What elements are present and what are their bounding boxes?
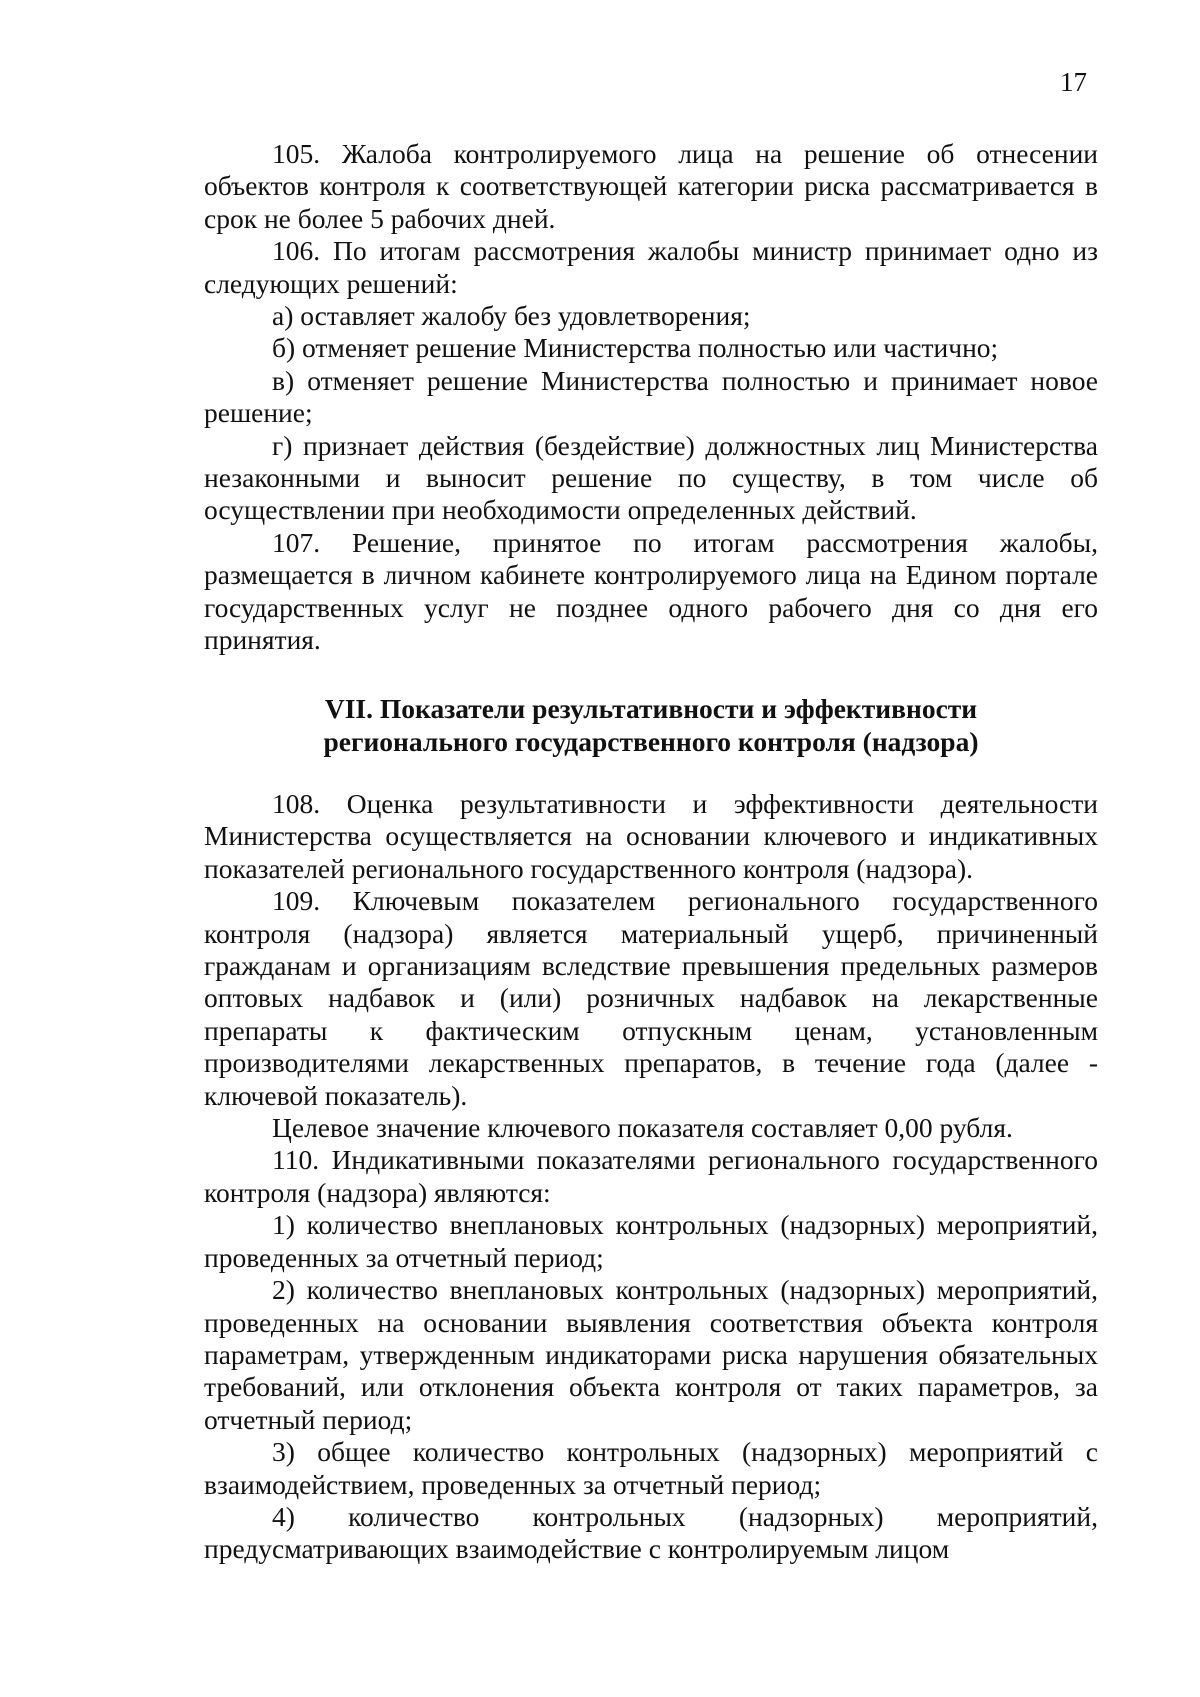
paragraph-109: 109. Ключевым показателем регионального государственного контроля (надзора) является материальный ущерб, причиненный гражданам и организациям вследствие превышения предельных размеров оптовых надбавок и (или) розничных надбавок на лекарственные препараты к фактическим отпускным ценам, установленным производителями лекарственных препаратов, в течение года (далее - ключевой показатель). bbox=[204, 885, 1098, 1111]
indicator-item-3: 3) общее количество контрольных (надзорных) мероприятий с взаимодействием, проведенных за отчетный период; bbox=[204, 1436, 1098, 1500]
section-heading-line-1: VII. Показатели результативности и эффективности bbox=[324, 693, 978, 724]
indicator-item-2: 2) количество внеплановых контрольных (надзорных) мероприятий, проведенных на основании выявления соответствия объекта контроля параметрам, утвержденным индикаторами риска нарушения обязательных требований, или отклонения объекта контроля от таких параметров, за отчетный период; bbox=[204, 1274, 1098, 1435]
indicator-item-4: 4) количество контрольных (надзорных) мероприятий, предусматривающих взаимодействие с контролируемым лицом bbox=[204, 1500, 1098, 1565]
bottom-text-block bbox=[204, 788, 1098, 1566]
paragraph-108: 108. Оценка результативности и эффективности деятельности Министерства осуществляется на основании ключевого и индикативных показателей регионального государственного контроля (надзора). bbox=[204, 788, 1098, 884]
paragraph-106: 106. По итогам рассмотрения жалобы министр принимает одно из следующих решений: bbox=[204, 235, 1098, 299]
paragraph-107: 107. Решение, принятое по итогам рассмотрения жалобы, размещается в личном кабинете контролируемого лица на Едином портале государственных услуг не позднее одного рабочего дня со дня его принятия. bbox=[204, 526, 1098, 656]
list-item-g: г) признает действия (бездействие) должностных лиц Министерства незаконными и выносит решение по существу, в том числе об осуществлении при необходимости определенных действий. bbox=[204, 429, 1098, 526]
list-item-a: а) оставляет жалобу без удовлетворения; bbox=[272, 300, 751, 332]
indicator-item-1: 1) количество внеплановых контрольных (надзорных) мероприятий, проведенных за отчетный период; bbox=[204, 1209, 1098, 1273]
paragraph-110: 110. Индикативными показателями регионального государственного контроля (надзора) являются: bbox=[204, 1144, 1098, 1208]
target-value-paragraph: Целевое значение ключевого показателя составляет 0,00 рубля. bbox=[272, 1112, 1013, 1144]
list-item-v: в) отменяет решение Министерства полностью и принимает новое решение; bbox=[204, 364, 1098, 429]
section-heading bbox=[204, 692, 1098, 758]
top-text-block bbox=[204, 138, 1098, 657]
list-item-b: б) отменяет решение Министерства полностью или частично; bbox=[272, 332, 999, 364]
paragraph-105: 105. Жалоба контролируемого лица на решение об отнесении объектов контроля к соответствующей категории риска рассматривается в срок не более 5 рабочих дней. bbox=[204, 138, 1098, 234]
page-number: 17 bbox=[1060, 67, 1087, 97]
section-heading-line-2: регионального государственного контроля (надзора) bbox=[323, 726, 979, 757]
